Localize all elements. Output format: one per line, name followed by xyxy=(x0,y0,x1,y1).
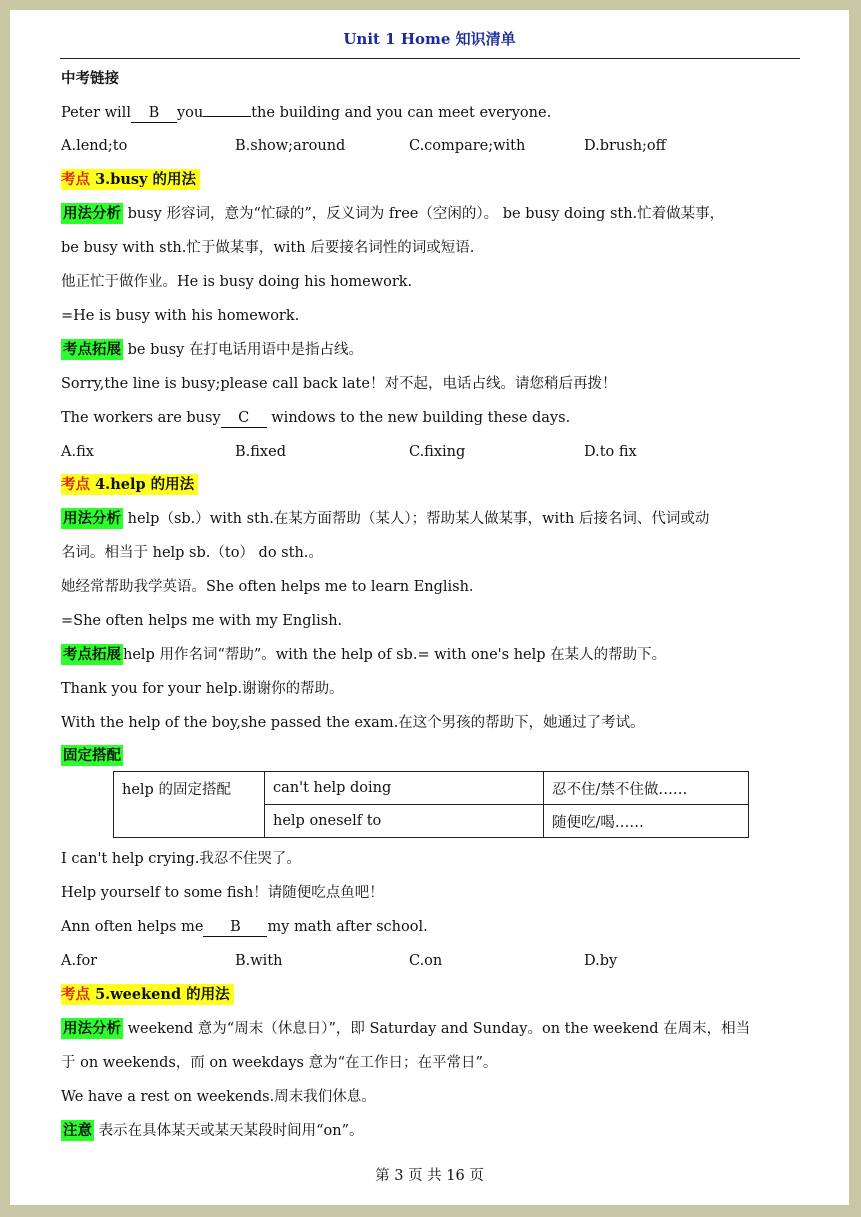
answer-blank: B xyxy=(203,918,267,937)
option: D.by xyxy=(584,953,618,969)
table-cell-phrase: help oneself to xyxy=(265,805,544,838)
option: C.on xyxy=(409,953,443,969)
help-usage-line-1 xyxy=(61,508,709,530)
question-text: The workers are busy xyxy=(61,410,221,426)
example-sentence: 她经常帮助我学英语。She often helps me to learn English. xyxy=(61,579,474,595)
heading-text: 5.weekend 的用法 xyxy=(95,986,230,1003)
example-sentence: 他正忙于做作业。He is busy doing his homework. xyxy=(61,274,413,290)
extension-text: be busy 在打电话用语中是指占线。 xyxy=(123,342,363,358)
usage-analysis-tag: 用法分析 xyxy=(63,205,121,222)
question-text-post: my math after school. xyxy=(267,919,428,935)
option: C.fixing xyxy=(409,444,466,460)
example-sentence: =She often helps me with my English. xyxy=(61,613,343,629)
example-sentence: =He is busy with his homework. xyxy=(61,308,300,324)
fixed-collocation-heading xyxy=(61,745,123,767)
header-divider xyxy=(60,58,800,59)
option: B.fixed xyxy=(235,444,286,460)
option: D.to fix xyxy=(584,444,637,460)
q1-text-mid: you xyxy=(176,105,204,121)
busy-extension xyxy=(61,339,363,361)
extension-tag: 考点拓展 xyxy=(63,341,121,358)
example-sentence: With the help of the boy,she passed the exam.在这个男孩的帮助下，她通过了考试。 xyxy=(61,715,645,731)
fixed-collocation-tag: 固定搭配 xyxy=(63,747,121,764)
question-text-post: windows to the new building these days. xyxy=(266,410,571,426)
table-cell-phrase: can't help doing xyxy=(265,772,544,805)
help-extension xyxy=(61,644,666,666)
table-cell-meaning: 忍不住/禁不住做…… xyxy=(544,772,749,805)
section-heading-weekend xyxy=(61,984,234,1006)
weekend-usage-line-1 xyxy=(61,1018,750,1040)
heading-text: 4.help 的用法 xyxy=(95,476,195,493)
option: A.fix xyxy=(61,444,94,460)
example-sentence: Sorry,the line is busy;please call back late！对不起，电话占线。请您稍后再拨！ xyxy=(61,376,617,392)
q1-answer-blank: B xyxy=(131,104,177,123)
example-sentence: Help yourself to some fish！请随便吃点鱼吧！ xyxy=(61,885,384,901)
table-row xyxy=(114,772,749,805)
extension-tag: 考点拓展 xyxy=(63,646,121,663)
q1-blank-2 xyxy=(203,116,251,117)
usage-text: weekend 意为“周末（休息日）”，即 Saturday and Sunday。on the weekend 在周末，相当 xyxy=(123,1021,751,1037)
option: D.brush;off xyxy=(584,138,666,154)
option: B.with xyxy=(235,953,283,969)
help-usage-line-2: 名词。相当于 help sb.（to） do sth.。 xyxy=(61,545,323,561)
zhongkao-heading: 中考链接 xyxy=(61,70,119,87)
section-heading-busy xyxy=(61,169,200,191)
weekend-usage-line-2: 于 on weekends，而 on weekdays 意为“在工作日；在平常日”。 xyxy=(61,1055,498,1071)
heading-prefix: 考点 xyxy=(61,476,90,493)
example-sentence: We have a rest on weekends.周末我们休息。 xyxy=(61,1089,376,1105)
busy-question xyxy=(61,407,570,429)
heading-prefix: 考点 xyxy=(61,986,90,1003)
collocation-table xyxy=(113,771,749,838)
busy-usage-line-1 xyxy=(61,203,724,225)
page-header-title: Unit 1 Home 知识清单 xyxy=(343,30,516,48)
option: A.for xyxy=(61,953,98,969)
q1-text: Peter will xyxy=(61,105,131,121)
q1-text-post: the building and you can meet everyone. xyxy=(251,105,552,121)
usage-analysis-tag: 用法分析 xyxy=(63,510,121,527)
heading-prefix: 考点 xyxy=(61,171,90,188)
note-text: 表示在具体某天或某天某段时间用“on”。 xyxy=(94,1123,364,1139)
usage-text: busy 形容词，意为“忙碌的”，反义词为 free（空闲的）。 be busy doing sth.忙着做某事， xyxy=(123,206,725,222)
heading-text: 3.busy 的用法 xyxy=(95,171,197,188)
option: C.compare;with xyxy=(409,138,526,154)
busy-usage-line-2: be busy with sth.忙于做某事，with 后要接名词性的词或短语. xyxy=(61,240,475,256)
example-sentence: Thank you for your help.谢谢你的帮助。 xyxy=(61,681,344,697)
extension-text: help 用作名词“帮助”。with the help of sb.= with one's help 在某人的帮助下。 xyxy=(123,647,667,663)
section-heading-help xyxy=(61,474,198,496)
usage-text: help（sb.）with sth.在某方面帮助（某人）；帮助某人做某事，with 后接名词、代词或动 xyxy=(123,511,710,527)
note-tag: 注意 xyxy=(63,1122,92,1139)
question-1 xyxy=(61,102,551,124)
option: B.show;around xyxy=(235,138,346,154)
example-sentence: I can't help crying.我忍不住哭了。 xyxy=(61,851,301,867)
help-question xyxy=(61,916,428,938)
answer-blank: C xyxy=(221,409,267,428)
table-cell-meaning: 随便吃/喝…… xyxy=(544,805,749,838)
weekend-note xyxy=(61,1120,364,1142)
option: A.lend;to xyxy=(61,138,128,154)
document-page xyxy=(10,10,849,1205)
table-label-cell: help 的固定搭配 xyxy=(114,772,265,838)
question-text: Ann often helps me xyxy=(61,919,204,935)
usage-analysis-tag: 用法分析 xyxy=(63,1020,121,1037)
page-number: 第 3 页 共 16 页 xyxy=(375,1168,484,1184)
